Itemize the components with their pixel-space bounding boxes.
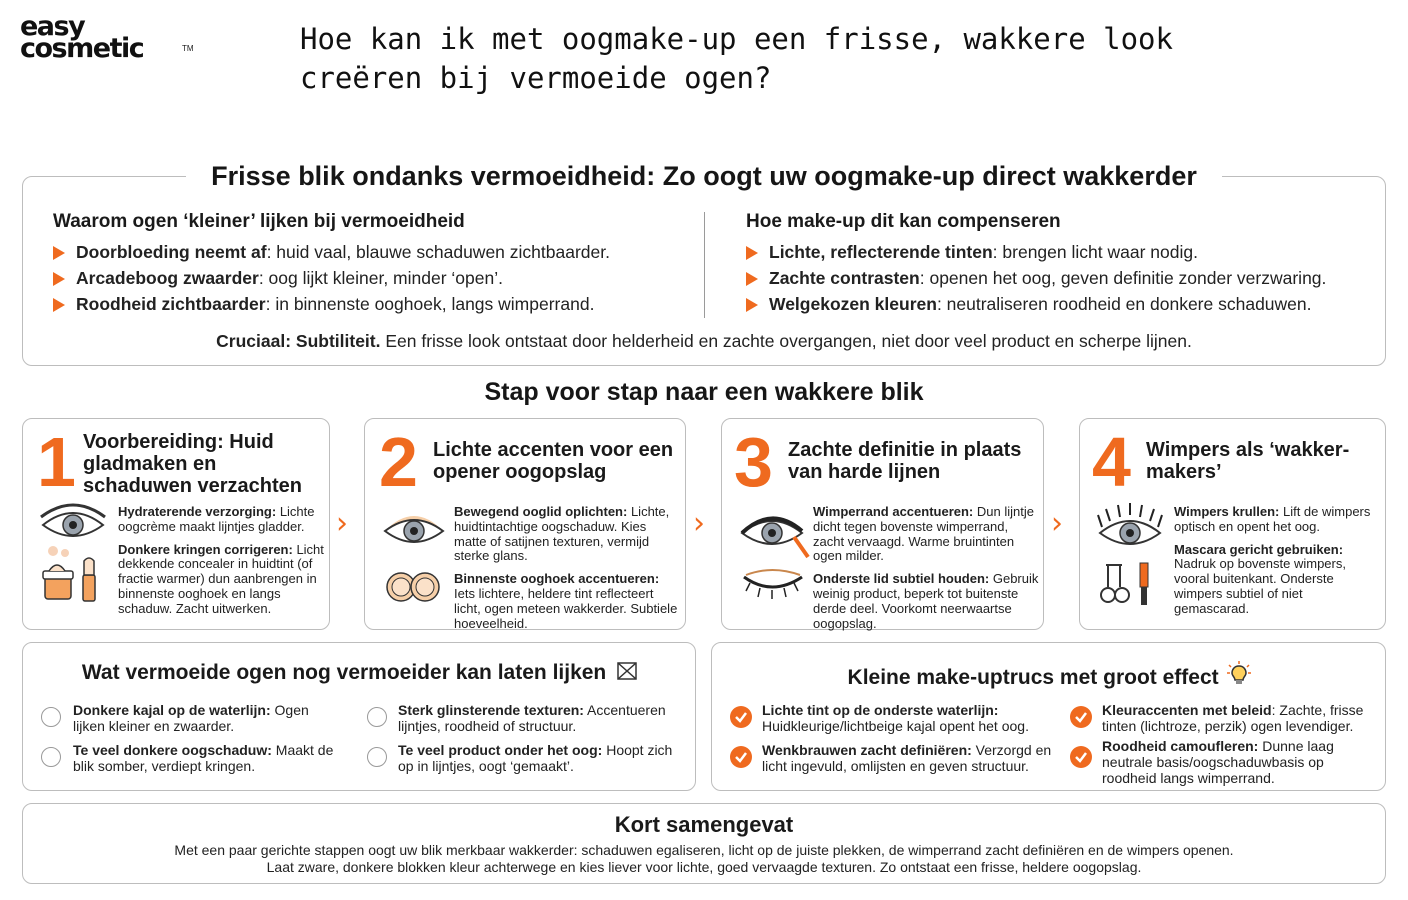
- lightbulb-icon: [1227, 661, 1251, 687]
- check-circle-icon: [41, 747, 61, 767]
- summary-title: Kort samengevat: [614, 812, 794, 837]
- logo-line2: cosmetic: [20, 33, 144, 64]
- list-item: Lichte, reflecterende tinten: brengen licht waar nodig.: [746, 239, 1376, 265]
- list-item: Arcadeboog zwaarder: oog lijkt kleiner, minder ‘open’.: [53, 265, 693, 291]
- avoid-panel: [22, 642, 696, 791]
- arrow-bullet-icon: [746, 246, 758, 260]
- eye-cream-illustration-icon: [37, 503, 109, 611]
- step-text: Hydraterende verzorging: Lichte oogcrème maakt lijntjes gladder. Donkere kringen corrigeren: Licht dekkende concealer in huidtint (of fractie warmer) dun aanbrengen in binnenste ooghoek en langs schaduw. Zacht uitwerken.: [118, 504, 324, 616]
- list-item: Welgekozen kleuren: neutraliseren roodheid en donkere schaduwen.: [746, 291, 1376, 317]
- step-text: Bewegend ooglid oplichten: Lichte, huidtintachtige oogschaduw. Kies matte of satijnen texturen, vermijd sterke glans. Binnenste ooghoek accentueren: Iets lichtere, heldere tint reflecteert licht, ogen meteen wakkerder. Subtiele hoeveelheid.: [454, 504, 678, 631]
- list-item: Wenkbrauwen zacht definiëren: Verzorgd en licht ingevuld, omlijsten en geven structuur.: [762, 742, 1052, 774]
- arrow-bullet-icon: [53, 246, 65, 260]
- list-item: Sterk glinsterende texturen: Accentueren lijntjes, roodheid of structuur.: [398, 702, 666, 734]
- check-orange-icon: [730, 746, 752, 768]
- intro-left-heading: Waarom ogen ‘kleiner’ lijken bij vermoeidheid: [53, 211, 465, 232]
- check-circle-icon: [367, 707, 387, 727]
- eyeliner-illustration-icon: [738, 505, 810, 609]
- step-number: 3: [734, 423, 773, 501]
- list-item: Roodheid zichtbaarder: in binnenste ooghoek, langs wimperrand.: [53, 291, 693, 317]
- list-item: Te veel donkere oogschaduw: Maakt de blik somber, verdiept kringen.: [73, 742, 334, 774]
- check-circle-icon: [367, 747, 387, 767]
- crucial-note: Cruciaal: Subtiliteit. Een frisse look ontstaat door helderheid en zachte overgangen, niet door veel product en scherpe lijnen.: [216, 331, 1192, 351]
- arrow-bullet-icon: [53, 298, 65, 312]
- step-card-2: [364, 418, 686, 630]
- list-item: Lichte tint op de onderste waterlijn: Huidkleurige/lichtbeige kajal opent het oog.: [762, 702, 1029, 734]
- logo-trademark: TM: [182, 44, 194, 53]
- check-circle-icon: [41, 707, 61, 727]
- intro-right-column: [746, 211, 1376, 317]
- list-item: Te veel product onder het oog: Hoopt zich op in lijntjes, oogt ‘gemaakt’.: [398, 742, 673, 774]
- column-divider: [704, 212, 705, 318]
- step-card-4: [1079, 418, 1386, 630]
- step-number: 4: [1092, 423, 1131, 501]
- step-card-1: [22, 418, 330, 630]
- steps-title: Stap voor stap naar een wakkere blik: [484, 378, 924, 406]
- intro-title: Frisse blik ondanks vermoeidheid: Zo oogt uw oogmake-up direct wakkerder: [186, 160, 1222, 192]
- arrow-bullet-icon: [53, 272, 65, 286]
- check-orange-icon: [1070, 706, 1092, 728]
- page-title: Hoe kan ik met oogmake-up een frisse, wakkere look creëren bij vermoeide ogen?: [300, 22, 1173, 95]
- list-item: Doorbloeding neemt af: huid vaal, blauwe schaduwen zichtbaarder.: [53, 239, 693, 265]
- list-item: Donkere kajal op de waterlijn: Ogen lijken kleiner en zwaarder.: [73, 702, 309, 734]
- list-item: Zachte contrasten: openen het oog, geven definitie zonder verzwaring.: [746, 265, 1376, 291]
- brand-logo[interactable]: [20, 11, 194, 66]
- step-title: Wimpers als ‘wakker-makers’: [1146, 439, 1350, 483]
- chevron-right-icon: ›: [336, 506, 348, 541]
- chevron-right-icon: ›: [1051, 506, 1063, 541]
- list-item: Kleuraccenten met beleid: Zachte, frisse tinten (lichtroze, perzik) ogen levendiger.: [1102, 702, 1364, 734]
- step-title: Zachte definitie in plaats van harde lijnen: [788, 439, 1022, 483]
- arrow-bullet-icon: [746, 298, 758, 312]
- step-title: Voorbereiding: Huid gladmaken en schaduwen verzachten: [83, 431, 302, 497]
- tricks-title: Kleine make-uptrucs met groot effect: [712, 661, 1387, 690]
- step-number: 1: [37, 423, 76, 501]
- avoid-title: Wat vermoeide ogen nog vermoeider kan laten lijken: [23, 661, 697, 685]
- intro-right-heading: Hoe make-up dit kan compenseren: [746, 211, 1061, 232]
- summary-text: Met een paar gerichte stappen oogt uw blik merkbaar wakkerder: schaduwen egaliseren, licht op de juiste plekken, de wimperrand zacht definiëren en de wimpers openen. Laat zware, donkere blokken kleur achterwege en kies liever voor lichte, goed vervaagde texturen. Zo ontstaat een frisse, heldere oogopslag.: [174, 842, 1234, 875]
- step-card-3: [721, 418, 1044, 630]
- check-orange-icon: [1070, 746, 1092, 768]
- check-orange-icon: [730, 706, 752, 728]
- step-text: Wimperrand accentueren: Dun lijntje dicht tegen bovenste wimperrand, zacht vervaagd. Warme bruintinten ogen milder. Onderste lid subtiel houden: Gebruik weinig product, beperk tot buitenste derde deel. Voorkomt neerwaartse oogopslag.: [813, 504, 1039, 631]
- no-icon: [616, 661, 638, 681]
- lash-curler-illustration-icon: [1096, 503, 1166, 613]
- list-item: Roodheid camoufleren: Dunne laag neutrale basis/oogschaduwbasis op roodheid langs wimperrand.: [1102, 738, 1334, 786]
- arrow-bullet-icon: [746, 272, 758, 286]
- intro-left-column: [53, 211, 693, 317]
- step-text: Wimpers krullen: Lift de wimpers optisch en opent het oog. Mascara gericht gebruiken: Nadruk op bovenste wimpers, vooral buitenkant. Onderste wimpers subtiel of niet gemascarad.: [1174, 504, 1371, 616]
- logo-line1: easy: [20, 11, 85, 42]
- eyeshadow-illustration-icon: [381, 505, 447, 605]
- tricks-panel: [711, 642, 1386, 791]
- chevron-right-icon: ›: [693, 506, 705, 541]
- step-title: Lichte accenten voor een opener oogopslag: [433, 439, 674, 483]
- step-number: 2: [379, 423, 418, 501]
